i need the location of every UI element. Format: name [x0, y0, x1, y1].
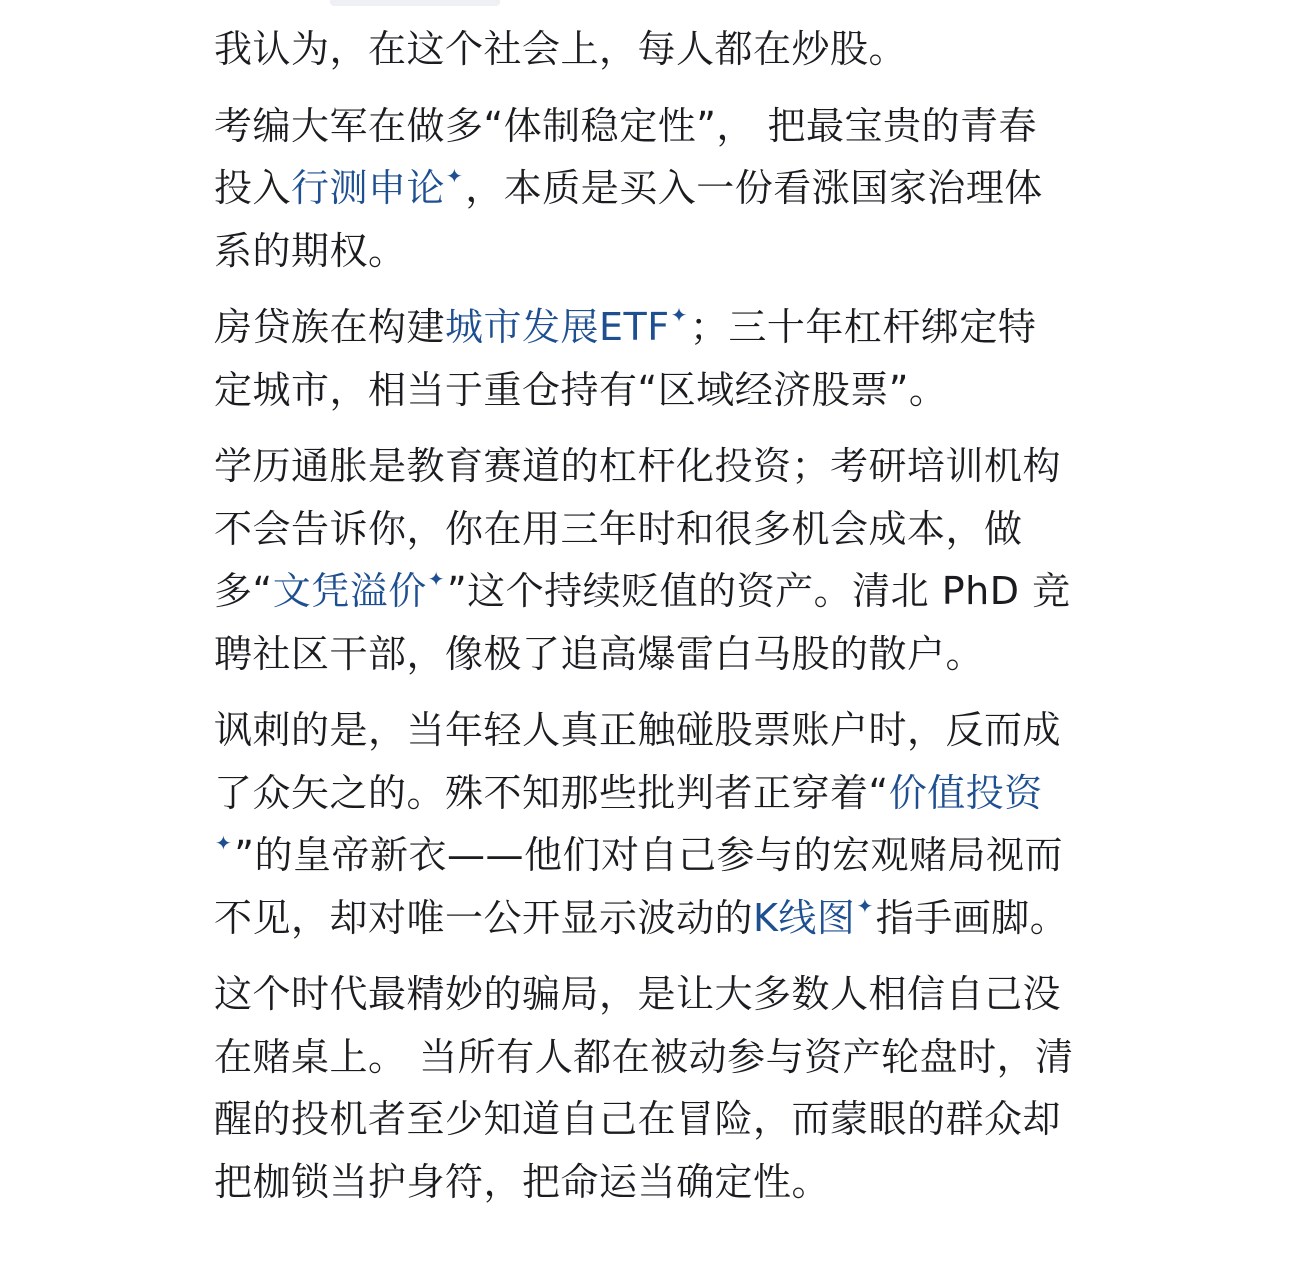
paragraph-p4 [214, 435, 1074, 685]
paragraph-text: 房贷族在构建 [214, 305, 446, 349]
paragraph-text: ”的皇帝新衣——他们对自己参与的宏观赌局视而不见，却对唯一公开显示波动的 [214, 833, 1063, 940]
top-image-edge [330, 0, 500, 6]
paragraph-p6 [214, 963, 1074, 1213]
paragraph-text: 学历通胀是教育赛道的杠杆化投资；考研培训机构不会告诉你，你在用三年时和很多机会成本，做多“ [214, 444, 1062, 613]
paragraph-p2 [214, 95, 1074, 283]
sparkle-icon: ✦ [670, 303, 688, 327]
paragraph-text: 指手画脚。 [875, 895, 1069, 940]
paragraph-text: 这个时代最精妙的骗局，是让大多数人相信自己没在赌桌上。 当所有人都在被动参与资产轮盘时，清醒的投机者至少知道自己在冒险，而蒙眼的群众却把枷锁当护身符，把命运当确定性。 [214, 972, 1074, 1204]
paragraph-text: 考编大军在做多“体制稳定性”， 把最宝贵的青春投入 [214, 103, 1037, 210]
keyword-link[interactable]: 行测申论 [291, 166, 446, 210]
paragraph-text: 我认为，在这个社会上，每人都在炒股。 [214, 27, 908, 71]
keyword-link[interactable]: 城市发展ETF [445, 305, 670, 349]
sparkle-icon: ✦ [446, 164, 464, 188]
paragraph-text: ，本质是买入一份看涨国家治理体系的期权。 [214, 166, 1043, 273]
sparkle-icon: ✦ [215, 831, 233, 855]
answer-content [214, 18, 1074, 1227]
sparkle-icon: ✦ [856, 893, 874, 918]
keyword-link[interactable]: K线图 [753, 895, 856, 940]
paragraph-text: ；三十年杠杆绑定特定城市，相当于重仓持有“区域经济股票”。 [214, 305, 1037, 412]
sparkle-icon: ✦ [427, 567, 445, 591]
paragraph-text: ”这个持续贬值的资产。清北 PhD 竞聘社区干部，像极了追高爆雷白马股的散户。 [214, 569, 1071, 676]
keyword-link[interactable]: 文凭溢价 [272, 569, 427, 613]
paragraph-p1 [214, 18, 1074, 81]
keyword-link[interactable]: 价值投资 [888, 770, 1043, 815]
paragraph-p3 [214, 296, 1074, 421]
paragraph-p5 [214, 699, 1074, 949]
paragraph-text: 讽刺的是，当年轻人真正触碰股票账户时，反而成了众矢之的。殊不知那些批判者正穿着“ [214, 708, 1062, 815]
